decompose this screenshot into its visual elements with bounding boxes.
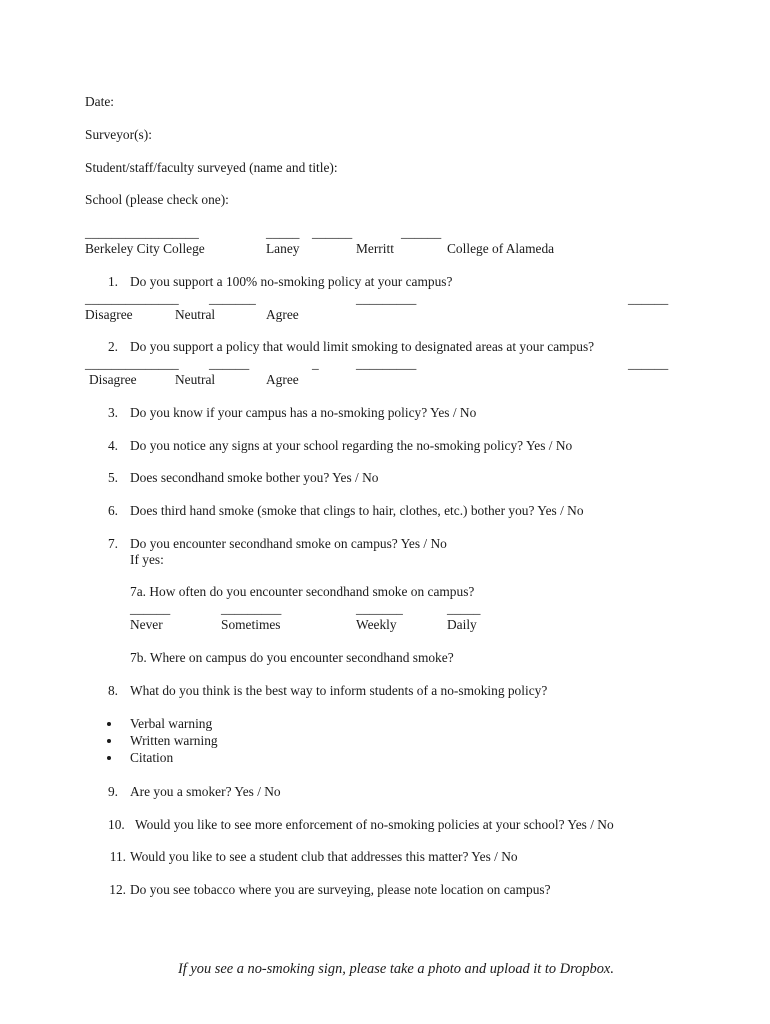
q7-number: 7.	[107, 536, 118, 551]
school-label-laney: Laney	[266, 241, 300, 256]
q2-label-disagree: Disagree	[89, 372, 137, 387]
q10-number: 10.	[108, 817, 125, 832]
q1-blank-agree[interactable]: _________	[356, 291, 417, 306]
q1-label-agree: Agree	[266, 307, 299, 322]
q1-blank-disagree[interactable]: ______________	[85, 291, 179, 306]
q7a-blank-never[interactable]: ______	[130, 601, 171, 616]
q8-option-citation: Citation	[130, 750, 174, 765]
q8-option-written: Written warning	[130, 733, 218, 748]
school-label-alameda: College of Alameda	[447, 241, 555, 256]
q7a-blank-daily[interactable]: _____	[447, 601, 481, 616]
q7-text: Do you encounter secondhand smoke on campus? Yes / No	[130, 536, 447, 551]
q8-text: What do you think is the best way to inform students of a no-smoking policy?	[130, 683, 548, 698]
q2-label-neutral: Neutral	[175, 372, 216, 387]
q7a-blank-weekly[interactable]: _______	[356, 601, 403, 616]
q7a-label-weekly: Weekly	[356, 617, 397, 632]
q5-number: 5.	[107, 470, 118, 485]
surveyors-label: Surveyor(s):	[85, 127, 152, 142]
q7a-text: 7a. How often do you encounter secondhand smoke on campus?	[130, 584, 475, 599]
q2-label-agree: Agree	[266, 372, 299, 387]
q7a-label-daily: Daily	[447, 617, 477, 632]
q11-text: Would you like to see a student club that addresses this matter? Yes / No	[130, 849, 518, 864]
q10-text: Would you like to see more enforcement of no-smoking policies at your school? Yes / No	[135, 817, 614, 832]
date-label: Date:	[85, 94, 114, 109]
q6-text: Does third hand smoke (smoke that clings to hair, clothes, etc.) bother you? Yes / No	[130, 503, 584, 518]
q4-text: Do you notice any signs at your school regarding the no-smoking policy? Yes / No	[130, 438, 573, 453]
q11-number: 11.	[109, 849, 126, 864]
school-blank-merritt[interactable]: ______	[312, 225, 353, 240]
q2-blank-agree[interactable]: _________	[356, 356, 417, 371]
q12-number: 12.	[109, 882, 126, 897]
q1-text: Do you support a 100% no-smoking policy at your campus?	[130, 274, 453, 289]
q5-text: Does secondhand smoke bother you? Yes / No	[130, 470, 379, 485]
school-blank-alameda[interactable]: ______	[401, 225, 442, 240]
school-label: School (please check one):	[85, 192, 229, 207]
q8-option-verbal: Verbal warning	[130, 716, 213, 731]
bullet-icon	[107, 722, 111, 726]
surveyed-label: Student/staff/faculty surveyed (name and title):	[85, 160, 338, 175]
q12-text: Do you see tobacco where you are surveying, please note location on campus?	[130, 882, 551, 897]
q8-number: 8.	[107, 683, 118, 698]
q9-number: 9.	[107, 784, 118, 799]
school-label-merritt: Merritt	[356, 241, 394, 256]
q2-blank-extra[interactable]: ______	[628, 356, 669, 371]
q2-blank-disagree[interactable]: ______________	[85, 356, 179, 371]
q2-blank-dash[interactable]: _	[312, 356, 319, 371]
q7a-blank-sometimes[interactable]: _________	[221, 601, 282, 616]
q7a-label-sometimes: Sometimes	[221, 617, 281, 632]
q7a-label-never: Never	[130, 617, 163, 632]
bullet-icon	[107, 739, 111, 743]
school-blank-laney[interactable]: _____	[266, 225, 300, 240]
q1-label-neutral: Neutral	[175, 307, 216, 322]
q6-number: 6.	[107, 503, 118, 518]
q7-if-yes: If yes:	[130, 552, 164, 567]
q1-label-disagree: Disagree	[85, 307, 133, 322]
footer-note: If you see a no-smoking sign, please take a photo and upload it to Dropbox.	[178, 961, 614, 977]
q1-blank-extra[interactable]: ______	[628, 291, 669, 306]
school-label-bcc: Berkeley City College	[85, 241, 205, 256]
bullet-icon	[107, 756, 111, 760]
q1-blank-neutral[interactable]: _______	[209, 291, 256, 306]
q3-number: 3.	[107, 405, 118, 420]
q2-number: 2.	[107, 339, 118, 354]
q1-number: 1.	[107, 274, 118, 289]
q3-text: Do you know if your campus has a no-smoking policy? Yes / No	[130, 405, 477, 420]
q2-text: Do you support a policy that would limit smoking to designated areas at your campus?	[130, 339, 595, 354]
q2-blank-neutral[interactable]: ______	[209, 356, 250, 371]
q7b-text: 7b. Where on campus do you encounter secondhand smoke?	[130, 650, 454, 665]
q4-number: 4.	[107, 438, 118, 453]
q9-text: Are you a smoker? Yes / No	[130, 784, 281, 799]
school-blank-bcc[interactable]: _________________	[85, 225, 199, 240]
